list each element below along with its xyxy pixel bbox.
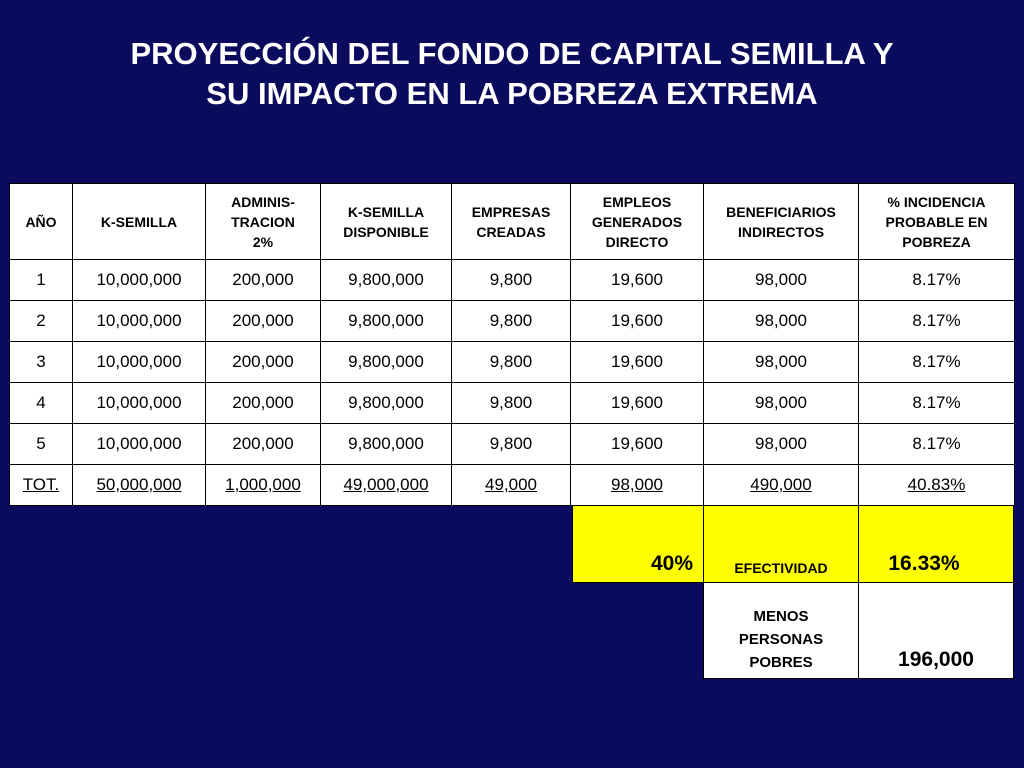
fewer-poor-label: MENOS PERSONAS POBRES <box>738 608 824 671</box>
cell-seed-capital: 10,000,000 <box>73 342 206 383</box>
header-year: AÑO <box>10 184 73 260</box>
cell-administration: 200,000 <box>206 301 321 342</box>
cell-beneficiaries: 98,000 <box>704 383 859 424</box>
cell-companies: 9,800 <box>452 260 571 301</box>
cell-seed-capital: 10,000,000 <box>73 301 206 342</box>
total-companies: 49,000 <box>452 465 571 506</box>
cell-year: 5 <box>10 424 73 465</box>
table-row <box>10 342 1015 383</box>
cell-beneficiaries: 98,000 <box>704 342 859 383</box>
header-indirect-beneficiaries: BENEFICIARIOS INDIRECTOS <box>704 184 859 260</box>
cell-jobs: 19,600 <box>571 342 704 383</box>
table-header-row <box>10 184 1015 260</box>
cell-administration: 200,000 <box>206 342 321 383</box>
cell-available-capital: 9,800,000 <box>321 383 452 424</box>
total-seed-capital: 50,000,000 <box>73 465 206 506</box>
effectiveness-label-cell <box>703 505 859 583</box>
cell-year: 2 <box>10 301 73 342</box>
effectiveness-value: 16.33% <box>888 552 960 575</box>
fewer-poor-label-cell <box>703 582 859 679</box>
header-poverty-incidence: % INCIDENCIA PROBABLE EN POBREZA <box>859 184 1015 260</box>
header-administration: ADMINIS- TRACION 2% <box>206 184 321 260</box>
cell-available-capital: 9,800,000 <box>321 301 452 342</box>
header-available-capital: K-SEMILLA DISPONIBLE <box>321 184 452 260</box>
cell-year: 4 <box>10 383 73 424</box>
cell-available-capital: 9,800,000 <box>321 424 452 465</box>
cell-jobs: 19,600 <box>571 260 704 301</box>
cell-jobs: 19,600 <box>571 383 704 424</box>
cell-beneficiaries: 98,000 <box>704 424 859 465</box>
cell-companies: 9,800 <box>452 301 571 342</box>
total-administration: 1,000,000 <box>206 465 321 506</box>
cell-incidence: 8.17% <box>859 342 1015 383</box>
cell-incidence: 8.17% <box>859 383 1015 424</box>
header-companies-created: EMPRESAS CREADAS <box>452 184 571 260</box>
cell-administration: 200,000 <box>206 260 321 301</box>
cell-companies: 9,800 <box>452 424 571 465</box>
cell-year: 3 <box>10 342 73 383</box>
total-jobs: 98,000 <box>571 465 704 506</box>
fewer-poor-value: 196,000 <box>898 648 974 671</box>
cell-beneficiaries: 98,000 <box>704 301 859 342</box>
cell-available-capital: 9,800,000 <box>321 342 452 383</box>
table-row <box>10 301 1015 342</box>
table-row <box>10 383 1015 424</box>
slide-title <box>0 34 1024 114</box>
cell-year: 1 <box>10 260 73 301</box>
table-row <box>10 260 1015 301</box>
cell-jobs: 19,600 <box>571 424 704 465</box>
rate-cell <box>572 505 704 583</box>
cell-seed-capital: 10,000,000 <box>73 260 206 301</box>
header-direct-jobs: EMPLEOS GENERADOS DIRECTO <box>571 184 704 260</box>
total-label: TOT. <box>10 465 73 506</box>
effectiveness-label: EFECTIVIDAD <box>734 560 828 576</box>
header-seed-capital: K-SEMILLA <box>73 184 206 260</box>
cell-incidence: 8.17% <box>859 260 1015 301</box>
table-total-row <box>10 465 1015 506</box>
cell-seed-capital: 10,000,000 <box>73 424 206 465</box>
cell-administration: 200,000 <box>206 383 321 424</box>
cell-companies: 9,800 <box>452 383 571 424</box>
total-beneficiaries: 490,000 <box>704 465 859 506</box>
effectiveness-value-cell <box>858 505 1014 583</box>
cell-beneficiaries: 98,000 <box>704 260 859 301</box>
rate-value: 40% <box>650 552 693 575</box>
cell-available-capital: 9,800,000 <box>321 260 452 301</box>
cell-administration: 200,000 <box>206 424 321 465</box>
cell-companies: 9,800 <box>452 342 571 383</box>
cell-incidence: 8.17% <box>859 301 1015 342</box>
cell-incidence: 8.17% <box>859 424 1015 465</box>
cell-seed-capital: 10,000,000 <box>73 383 206 424</box>
table-row <box>10 424 1015 465</box>
projection-table <box>9 183 1015 506</box>
total-incidence: 40.83% <box>859 465 1015 506</box>
total-available-capital: 49,000,000 <box>321 465 452 506</box>
title-line-2: SU IMPACTO EN LA POBREZA EXTREMA <box>206 76 818 111</box>
title-line-1: PROYECCIÓN DEL FONDO DE CAPITAL SEMILLA Y <box>130 36 894 71</box>
fewer-poor-value-cell <box>858 582 1014 679</box>
cell-jobs: 19,600 <box>571 301 704 342</box>
